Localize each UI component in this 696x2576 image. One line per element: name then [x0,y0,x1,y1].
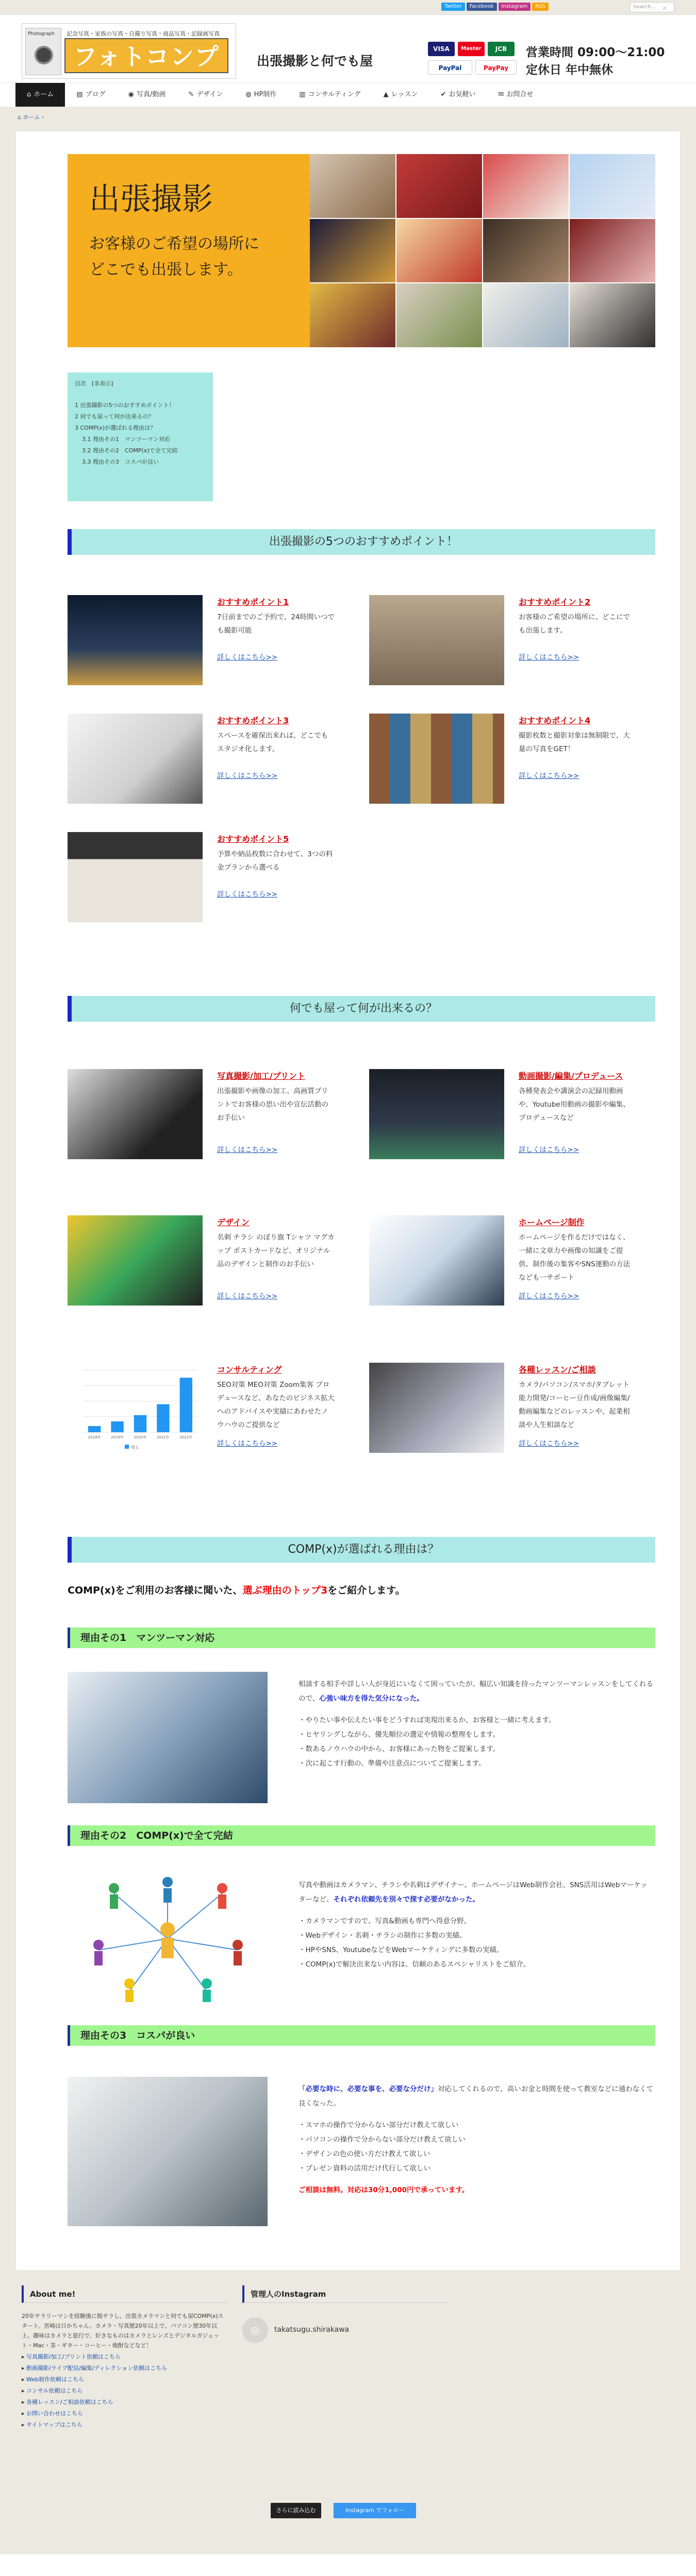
reason-heading: 理由その3 コスパが良い [68,2025,655,2046]
social-links [441,3,549,11]
service-more-link[interactable]: 詳しくはこちら>> [519,1146,579,1154]
reason-text [299,1677,654,1771]
paypay-icon: PayPay [475,60,517,75]
reason-lead-emph: それぞれ依頼先を別々で探す必要がなかった。 [333,1895,479,1904]
intro-text-c: をご紹介します。 [327,1585,405,1596]
hero-photo [483,283,569,347]
point-photo [369,595,504,685]
instagram-avatar-icon[interactable]: ◎ [242,2317,268,2343]
top-bar [0,0,696,14]
about-heading: About me! [22,2285,228,2303]
footer-link[interactable]: Web制作依頼はこちら [26,2376,85,2383]
point-more-link[interactable]: 詳しくはこちら>> [519,772,579,780]
point-desc: 撮影枚数と撮影対象は無制限で、大量の写真をGET！ [519,732,630,753]
globe-icon: ◍ [245,91,252,98]
service-title[interactable]: デザイン [217,1217,250,1227]
site-logo[interactable] [22,23,236,79]
hero-photo [483,219,569,283]
logo-name: フォトコンプ [64,38,228,73]
nav-lesson[interactable] [372,83,429,107]
nav-label: お気軽い [449,91,476,98]
service-photo [369,1363,504,1453]
point-desc: スペースを確保出来れば、どこでもスタジオ化します。 [217,732,328,753]
reasons-intro [68,1582,405,1599]
chart-tick-label: 2021年 [156,1435,170,1439]
nav-home[interactable] [15,83,65,107]
reason-bullet: ・HPやSNS、YoutubeなどをWebマーケティングに多数の実績。 [299,1946,504,1954]
camera-logo-icon [25,28,61,75]
service-more-link[interactable]: 詳しくはこちら>> [217,1146,278,1154]
footer-link-item: ▸ 写真撮影/加工/プリント依頼はこちら [22,2353,121,2360]
nav-contact[interactable] [487,83,544,107]
reason-heading: 理由その1 マンツーマン対応 [68,1628,655,1648]
payment-cards [428,42,521,79]
reason-bullet: ・プレゼン資料の活用だけ代行して欲しい [299,2164,430,2173]
toc-item[interactable]: 3.1 理由その1 マンツーマン対応 [82,436,170,443]
logo-tagline: 記念写真・家族の写真・自撮り写真・商品写真・記録画写真 [67,30,220,37]
point-desc: 7日前までのご予約で、24時間いつでも撮影可能 [217,613,335,635]
hero-photo [310,219,395,283]
footer-link-item: ▸ 動画撮影/ライブ配信/編集/ディレクション依頼はこちら [22,2365,168,2371]
point-card [369,714,642,806]
point-title[interactable]: おすすめポイント4 [519,716,591,725]
thumb-icon: ✔ [440,91,446,98]
service-title[interactable]: コンサルティング [217,1365,282,1375]
facebook-link[interactable]: Facebook [467,3,497,11]
hero-photo [310,283,395,347]
hero-photo [570,154,655,218]
footer-link-item: ▸ 各種レッスン/ご相談依頼はこちら [22,2399,113,2405]
rss-link[interactable]: RSS [532,3,549,11]
reason-lead-text: 対応してくれるので、高いお金と時間を使って教室などに通わなくて良くなった。 [299,2085,654,2108]
service-photo [68,1069,203,1159]
search-icon[interactable]: ⌕ [663,4,667,11]
hero-photo-grid [310,154,655,347]
point-card [369,595,642,688]
camera-icon: ◉ [128,91,134,98]
nav-hp[interactable] [234,83,288,107]
hero-line2: どこでも出張します。 [89,261,243,279]
search-input[interactable]: Search... [630,2,674,12]
point-more-link[interactable]: 詳しくはこちら>> [217,772,278,780]
point-title[interactable]: おすすめポイント1 [217,597,289,607]
breadcrumb [0,107,696,128]
hero-text-panel [68,154,310,347]
service-card [68,1363,341,1455]
hours-text: 営業時間 09:00～21:00 [526,46,665,59]
nav-photo-video[interactable] [117,83,177,107]
service-desc: 各種発表会や講演会の記録用動画や、Youtube用動画の撮影や編集、プロデュースなど [519,1087,630,1122]
instagram-handle[interactable]: takatsugu.shirakawa [274,2326,350,2334]
point-card [68,714,341,806]
service-card [369,1069,642,1162]
footer-link[interactable]: 各種レッスン/ご相談依頼はこちら [26,2399,113,2405]
service-card [369,1215,642,1308]
hero-photo [396,219,482,283]
chart-bar [88,1426,101,1432]
chart-legend-label: 売上 [131,1445,139,1450]
service-desc: 名刺 チラシ のぼり旗 Tシャツ マグカップ ポストカードなど、オリジナル品のデザインと制作のお手伝い [217,1233,335,1268]
paypal-icon: PayPal [428,60,472,75]
point-title[interactable]: おすすめポイント3 [217,716,289,725]
nav-label: HP制作 [254,91,277,98]
service-title[interactable]: ホームページ制作 [519,1217,585,1227]
section-heading-points: 出張撮影の5つのおすすめポイント！ [68,529,655,555]
hero-photo [396,154,482,218]
load-more-button[interactable]: さらに読み込む [271,2503,321,2518]
hero-photo [396,283,482,347]
hero-photo [310,154,395,218]
point-card [68,595,341,688]
service-more-link[interactable]: 詳しくはこちら>> [217,1439,278,1448]
chart-bar [180,1378,192,1432]
point-photo [68,832,203,922]
footer-link-item: ▸ お問い合わせはこちら [22,2410,84,2417]
reason-heading: 理由その2 COMP(x)で全て完結 [68,1825,655,1846]
growth-chart-svg [68,1363,203,1453]
reason-lead-text: 相談する相手や詳しい人が身近にいなくて困っていたが、幅広い知識を持ったマンツーマンレッスンをしてくれるので、 [299,1680,654,1703]
reason-lead [299,1677,654,1706]
visa-icon: VISA [428,42,455,56]
mail-icon: ✉ [498,91,504,98]
reason-text [299,1878,654,1972]
reason-note: ご相談は無料。対応は30分1,000円で承っています。 [299,2186,469,2194]
point-title[interactable]: おすすめポイント2 [519,597,591,607]
reason-bullet: ・デザインの色の使い方だけ教えて欲しい [299,2150,430,2158]
reason-photo [68,1672,268,1803]
chart-tick-label: 2018年 [88,1435,101,1439]
point-more-link[interactable]: 詳しくはこちら>> [217,653,278,662]
reason-lead-emph: 「必要な時に、必要な事を、必要な分だけ」 [299,2085,438,2093]
logo-camera-label: Photograph [28,31,55,37]
point-photo [68,714,203,804]
chart-legend-swatch [125,1445,129,1449]
service-desc: SEO対策 MEO対策 Zoom集客 プロデュースなど、あなたのビジネス拡大へのアドバイスや実績にあわせたノウハウのご提供など [217,1381,335,1429]
reason-bullet: ・次に起こす行動の、準備や注意点についてご提案します。 [299,1759,486,1768]
point-desc: お客様のご希望の場所に、どこにでも出張します。 [519,613,630,635]
table-of-contents [68,372,213,501]
site-header [0,14,696,82]
hero-photo [570,283,655,347]
service-card [369,1363,642,1455]
toc-item[interactable]: 2 何でも屋って何が出来るの？ [75,413,154,420]
instagram-link[interactable]: Instagram [499,3,531,11]
nav-label: ホーム [34,91,54,98]
point-more-link[interactable]: 詳しくはこちら>> [519,653,579,662]
reason-bullet: ・カメラマンですので、写真&動画も専門へ得意分野。 [299,1917,471,1925]
global-nav [0,82,696,107]
toc-item[interactable]: 3.3 理由その3 コスパが良い [82,459,159,466]
site-catchcopy: 出張撮影と何でも屋 [257,54,373,69]
footer-bottom [0,2507,696,2576]
point-desc: 予算や納品枚数に合わせて、3つの料金プランから選べる [217,850,333,872]
nav-label: 写真/動画 [136,91,166,98]
grad-icon: ▲ [383,91,389,98]
nav-label: コンサルティング [308,91,361,98]
lens-shape [35,46,53,64]
nav-label: お問合せ [506,91,534,98]
home-icon: ⌂ [27,91,31,98]
reason-bullet: ・Webデザイン・名刺・チラシの制作に多数の実績。 [299,1931,467,1940]
about-text: 20年サラリーマンを経験後に脱サラし、出張カメラマンと何でも屋COMP(x)スタート。宮崎は日かちゃん。カメラ・写真歴20年以上で、パソコン歴30年以上。趣味はカメラと旅行で、好きなものはカメラとレンズとデジタルガジェット・Mac・茶・ギター・コーヒー・焼酎などなど！ [22,2313,224,2349]
footer-link-item: ▸ Web制作依頼はこちら [22,2376,85,2383]
growth-chart [68,1363,203,1453]
hero-photo [483,154,569,218]
section-heading-services: 何でも屋って何が出来るの？ [68,996,655,1022]
chart-tick-label: 2022年 [179,1435,193,1439]
chart-bar [157,1404,169,1432]
reason-text [299,2082,654,2197]
footer-link-item: ▸ コンサル依頼はこちら [22,2387,83,2394]
chart-tick-label: 2019年 [111,1435,124,1439]
service-photo [369,1069,504,1159]
footer-link-item: ▸ サイトマップはこちら [22,2421,82,2428]
service-desc: 出張撮影や画像の加工、高画質プリントでお客様の思い出や宣伝活動のお手伝い [217,1087,328,1122]
holiday-text: 定休日 年中無休 [526,63,614,77]
service-title[interactable]: 写真撮影/加工/プリント [217,1071,306,1081]
point-card [68,832,341,925]
point-title[interactable]: おすすめポイント5 [217,834,289,844]
pen-icon: ✎ [188,91,194,98]
reason-bullet: ・数あるノウハウの中から、お客様にあった物をご提案します。 [299,1745,500,1753]
reason-lead-text: 写真や動画はカメラマン、チラシや名刺はデザイナー、ホームページはWeb制作会社、SNS活用はWebマーケッターなど、 [299,1881,648,1904]
instagram-follow-button[interactable]: Instagram でフォロー [334,2503,416,2518]
nav-design[interactable] [177,83,234,107]
twitter-link[interactable]: Twitter [441,3,465,11]
service-desc: カメラ/パソコン/スマホ/タブレット能力開発/コーヒー豆作成/画像編集/動画編集などのレッスンや、起業相談や人生相談など [519,1381,630,1429]
point-photo [68,595,203,685]
people-network-illustration [68,1873,268,2004]
service-desc: ホームページを作るだけではなく、一緒に文章力や画像の知識をご提供、制作後の集客やSNS運動の方法なども一サポート [519,1233,631,1282]
hero-subtitle [89,231,259,283]
service-more-link[interactable]: 詳しくはこちら>> [519,1439,579,1448]
service-photo [369,1215,504,1306]
point-more-link[interactable]: 詳しくはこちら>> [217,890,278,899]
nav-label: デザイン [196,91,223,98]
service-title[interactable]: 各種レッスン/ご相談 [519,1365,596,1375]
hero-title: 出張撮影 [89,181,213,217]
nav-label: レッスン [391,91,418,98]
business-hours [526,44,665,79]
breadcrumb-sep: › [41,114,44,121]
service-title[interactable]: 動画撮影/編集/プロデュース [519,1071,623,1081]
footer-link[interactable]: コンサル依頼はこちら [26,2387,83,2394]
nav-blog[interactable] [65,83,117,107]
intro-text-b: 選ぶ理由のトップ3 [242,1585,328,1596]
section-heading-reasons: COMP(x)が選ばれる理由は？ [68,1537,655,1563]
home-icon: ⌂ [18,114,23,121]
hero-banner [68,154,655,347]
footer-link[interactable]: 写真撮影/加工/プリント依頼はこちら [26,2353,121,2360]
breadcrumb-home[interactable]: ホーム [23,114,40,121]
mastercard-icon: Master [458,42,485,56]
reason-lead [299,1878,654,1907]
point-photo [369,714,504,804]
footer-link[interactable]: サイトマップはこちら [26,2421,82,2428]
reason-bullet: ・パソコンの操作で分からない部分だけ教えて欲しい [299,2136,466,2144]
instagram-heading: 管理人のInstagram [242,2285,449,2303]
reason-photo [68,2077,268,2226]
chart-bar [134,1415,146,1432]
service-photo [68,1215,203,1306]
reason-bullet: ・COMP(x)で解決出来ない内容は、信頼のあるスペシャリストをご紹介。 [299,1960,531,1969]
footer-link[interactable]: お問い合わせはこちら [26,2410,84,2417]
toc-item[interactable]: 3.2 理由その2 COMP(x)で全て完結 [82,447,178,454]
toc-item[interactable]: 3 COMP(x)が選ばれる理由は？ [75,425,156,432]
hero-line1: お客様のご希望の場所に [89,235,259,253]
footer-link[interactable]: 動画撮影/ライブ配信/編集/ディレクション依頼はこちら [26,2365,168,2371]
nav-label: ブログ [85,91,106,98]
reason-lead [299,2082,654,2111]
chart-icon: ▥ [299,91,306,98]
footer-link-list [22,2351,228,2431]
service-card [68,1069,341,1162]
reason-lead-emph: 心強い味方を得た気分になった。 [319,1694,424,1703]
nav-consulting[interactable] [288,83,372,107]
reason-bullet: ・やりたい事や伝えたい事をどうすれば実現出来るか、お客様と一緒に考えます。 [299,1716,556,1724]
main-content [15,131,681,2313]
reason-bullet: ・スマホの操作で分からない部分だけ教えて欲しい [299,2121,459,2129]
toc-item[interactable]: 1 出張撮影の5つのおすすめポイント！ [75,402,175,409]
service-more-link[interactable]: 詳しくはこちら>> [217,1292,278,1300]
service-more-link[interactable]: 詳しくはこちら>> [519,1292,579,1300]
nav-casual[interactable] [429,83,487,107]
chart-tick-label: 2020年 [134,1435,147,1439]
service-card [68,1215,341,1308]
footer-widgets [0,2270,696,2492]
jcb-icon: JCB [488,42,515,56]
toc-title[interactable]: 目次 [非表示] [75,380,113,387]
book-icon: ▤ [76,91,83,98]
reason-bullet: ・ヒヤリングしながら、優先順位の選定や情報の整理をします。 [299,1731,500,1739]
reason-illustration [68,1873,268,2004]
hero-photo [570,219,655,283]
chart-bar [111,1421,123,1432]
intro-text-a: COMP(x)をご利用のお客様に聞いた、 [68,1585,243,1596]
